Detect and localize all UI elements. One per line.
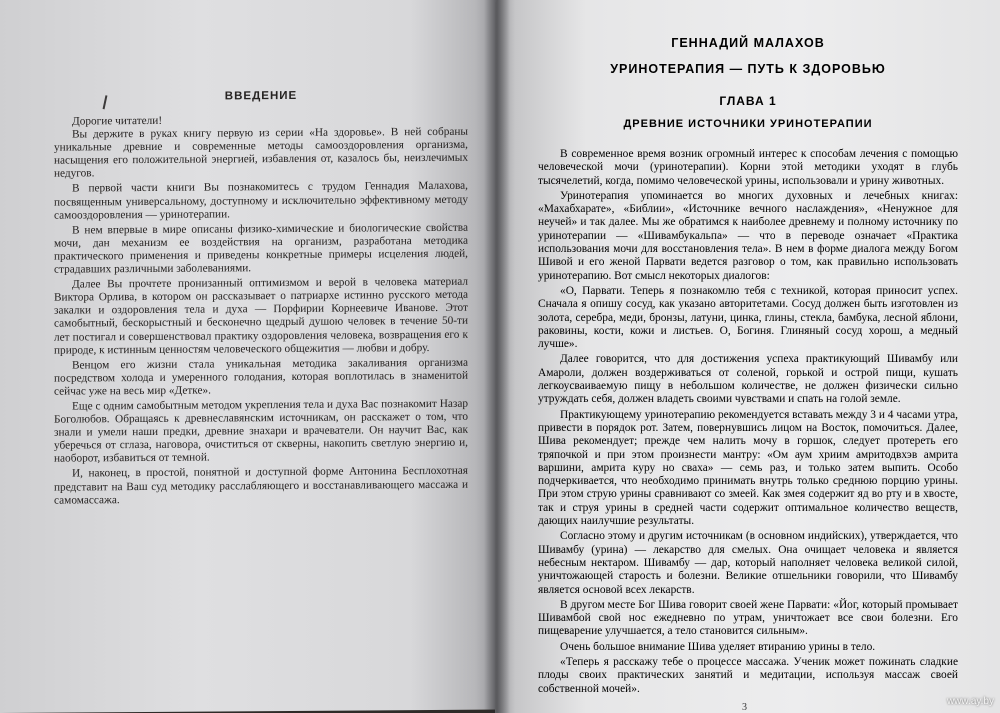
right-paragraph: В современное время возник огромный интерес к способам лечения с помощью человеческой мочи (уринотерапии). Корни этой методики уходят в глубь тысячелетий, когда, помимо человеческой урины, использовали и урину животных. <box>538 148 958 187</box>
right-paragraph: Уринотерапия упоминается во многих духовных и лечебных книгах: «Махабхарате», «Библии», «Источнике вечного наслаждения», «Ненужное для неучей» и так далее. Мы же обратимся к наиболее древнему и полному источнику по уринотерапии — «Шивамбукальпа» — что в переводе означает «Практика использования мочи для восстановления тела». В нем в форме диалога между Богом Шивой и его женой Парвати ведется разговор о том, как правильно использовать уринотерапию. Вот смысл некоторых диалогов: <box>538 189 958 282</box>
left-paragraph: Далее Вы прочтете пронизанный оптимизмом и верой в человека материал Виктора Орлива, в котором он рассказывает о патриархе истинно русского метода закалки и оздоровления тела и духа — Порфирии Корнеевиче Иванове. Этот самобытный, бескорыстный и бесконечно щедрый душою человек в течение 50-ти лет постигал и совершенствовал практику оздоровления человека, возвращения его к природе, к истинным ценностям человеческого общежития — любви и добру. <box>54 275 468 357</box>
right-paragraph: Практикующему уринотерапию рекомендуется вставать между 3 и 4 часами утра, привести в порядок рот. Затем, повернувшись лицом на Восток, помочиться. Далее, Шива рекомендует; прежде чем налить мочу в горшок, следует протереть его тряпочкой и при этом произнести мантру: «Ом аум хриим амритодвхэв амрита варшини, амрита куру но сваха» — семь раз, и только затем выпить. Особо подчеркивается, что необходимо принимать внутрь только среднюю порцию урины. При этом струю урины сравнивают со змеей. Как змея содержит яд во рту и в хвосте, так и струя урины в средней части содержит оптимальное количество веществ, дающих наилучшие результаты. <box>538 408 958 528</box>
right-paragraph: «О, Парвати. Теперь я познакомлю тебя с техникой, которая приносит успех. Сначала я опишу сосуд, как указано авторитетами. Сосуд должен быть изготовлен из золота, серебра, меди, бронзы, латуни, цинка, глины, стекла, бамбука, лесной яблони, раковины, кости, кожи и листьев. О, Богиня. Глиняный сосуд хорош, а медный лучше». <box>538 284 958 351</box>
left-page-content <box>54 89 468 510</box>
page-number: 3 <box>742 702 747 713</box>
chapter-number: ГЛАВА 1 <box>719 94 777 108</box>
author-name: ГЕННАДИЙ МАЛАХОВ <box>671 36 825 50</box>
intro-heading: ВВЕДЕНИЕ <box>224 89 298 103</box>
left-paragraph: Венцом его жизни стала уникальная методика закаливания организма посредством холода и умеренного голодания, которая воплотилась в знаменитой сейчас уже на весь мир «Детке». <box>54 356 468 398</box>
right-page-content <box>538 36 958 698</box>
chapter-title: ДРЕВНИЕ ИСТОЧНИКИ УРИНОТЕРАПИИ <box>623 118 873 130</box>
right-paragraph: Согласно этому и другим источникам (в основном индийских), утверждается, что Шивамбу (урина) — лекарство для смелых. Она очищает человека и является небесным нектаром. Шивамбу — дар, который наполняет человека великой силой, уничтожающей старость и болезни. Великие отшельники говорили, что Шивамбу является основой всех лекарств. <box>538 530 958 596</box>
book-title: УРИНОТЕРАПИЯ — ПУТЬ К ЗДОРОВЬЮ <box>610 62 886 76</box>
right-paragraph: В другом месте Бог Шива говорит своей жене Парвати: «Йог, который промывает Шивамбой свой нос ежедневно по утрам, уничтожает все свои болезни. Его пищеварение улучшается, а тело становится сильным». <box>538 598 958 638</box>
right-paragraph: Далее говорится, что для достижения успеха практикующий Шивамбу или Амароли, должен воздерживаться от соленой, горькой и острой пищи, кушать легкоусваиваемую пищу в небольшом количестве, не должен физически сильно утруждать себя, должен владеть своими чувствами и спать на голой земле. <box>538 353 958 406</box>
left-paragraph: Вы держите в руках книгу первую из серии «На здоровье». В ней собраны уникальные древние и современные методы самооздоровления организма, насыщения его положительной энергией, избавления от, казалось бы, неизлечимых недугов. <box>54 125 468 180</box>
book-gutter <box>484 0 510 713</box>
right-paragraph: «Теперь я расскажу тебе о процессе массажа. Ученик может пожинать сладкие плоды своих практических занятий и медитации, используя массаж своей собственной мочей». <box>538 655 958 695</box>
greeting: Дорогие читатели! <box>72 114 163 128</box>
left-paragraph: И, наконец, в простой, понятной и доступной форме Антонина Бесплохотная представит на Ваш суд методику расслабляющего и восстанавливающего массажа и самомассажа. <box>54 465 468 507</box>
left-paragraph: Еще с одним самобытным методом укрепления тела и духа Вас познакомит Назар Боголюбов. Обращаясь к древнеславянским источникам, он расскажет о том, что знали и умели наши предки, древние знахари и врачеватели. Он научит Вас, как уберечься от сглаза, наговора, очиститься от скверны, накопить светлую энергию и, наоборот, избавиться от темной. <box>54 397 468 465</box>
left-paragraph: В первой части книги Вы познакомитесь с трудом Геннадия Малахова, посвященным универсальному, доступному и исключительно эффективному методу самооздоровления — уринотерапии. <box>54 180 468 222</box>
watermark: www.ay.by <box>946 696 994 707</box>
right-paragraph: Очень большое внимание Шива уделяет втиранию урины в тело. <box>560 640 876 653</box>
left-paragraph: В нем впервые в мире описаны физико-химические и биологические свойства мочи, дан механизм ее воздействия на организм, разработана методика практического применения и приведены конкретные примеры исцеления людей, страдавших различными заболеваниями. <box>54 221 468 276</box>
